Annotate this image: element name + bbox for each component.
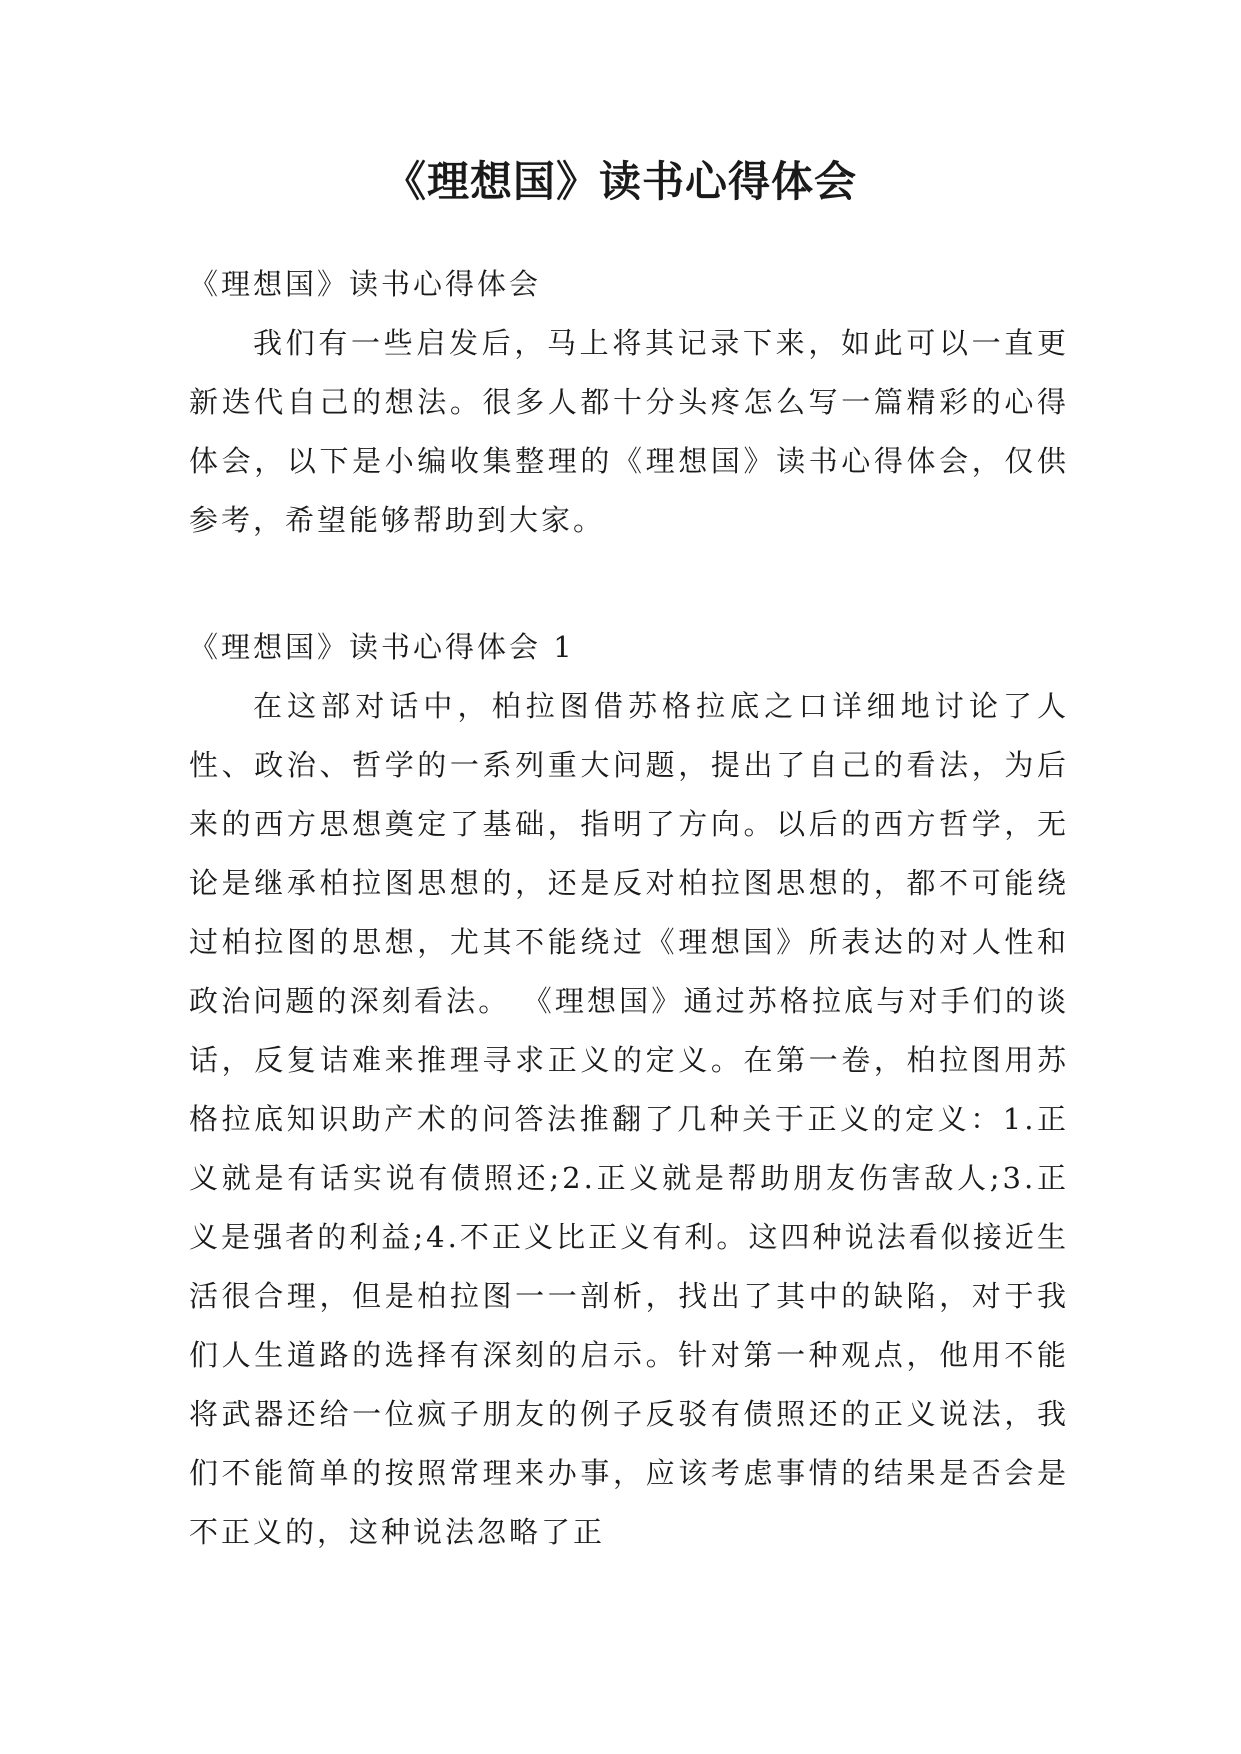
section1-paragraph-block — [189, 677, 1069, 1562]
section1-heading: 《理想国》读书心得体会 1 — [189, 630, 575, 664]
document-title: 《理想国》读书心得体会 — [383, 157, 857, 206]
section1-paragraph: 在这部对话中，柏拉图借苏格拉底之口详细地讨论了人性、政治、哲学的一系列重大问题，提出了自己的看法，为后来的西方思想奠定了基础，指明了方向。以后的西方哲学，无论是继承柏拉图思想的，还是反对柏拉图思想的，都不可能绕过柏拉图的思想，尤其不能绕过《理想国》所表达的对人性和政治问题的深刻看法。 《理想国》通过苏格拉底与对手们的谈话，反复诘难来推理寻求正义的定义。在第一卷，柏拉图用苏格拉底知识助产术的问答法推翻了几种关于正义的定义：1.正义就是有话实说有债照还;2.正义就是帮助朋友伤害敌人;3.正义是强者的利益;4.不正义比正义有利。这四种说法看似接近生活很合理，但是柏拉图一一剖析，找出了其中的缺陷，对于我们人生道路的选择有深刻的启示。针对第一种观点，他用不能将武器还给一位疯子朋友的例子反驳有债照还的正义说法，我们不能简单的按照常理来办事，应该考虑事情的结果是否会是不正义的，这种说法忽略了正 — [189, 689, 1069, 1549]
intro-paragraph-block — [189, 314, 1069, 550]
intro-heading: 《理想国》读书心得体会 — [189, 267, 542, 301]
intro-paragraph: 我们有一些启发后，马上将其记录下来，如此可以一直更新迭代自己的想法。很多人都十分头疼怎么写一篇精彩的心得体会，以下是小编收集整理的《理想国》读书心得体会，仅供参考，希望能够帮助到大家。 — [189, 326, 1069, 537]
